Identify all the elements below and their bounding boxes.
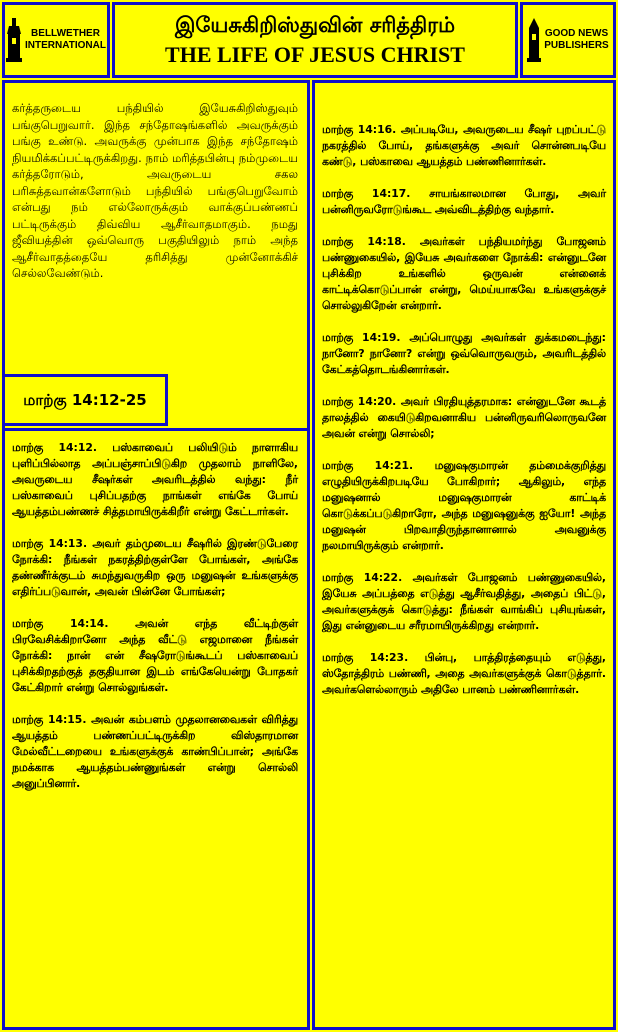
left-logo-line1: BELLWETHER xyxy=(31,28,100,39)
verse-14-22: மாற்கு 14:22. அவர்கள் போஜனம் பண்ணுகையில், இயேசு அப்பத்தை எடுத்து ஆசீர்வதித்து, அதைப் பிட்டு, அவர்களுக்குக் கொடுத்து: நீங்கள் வாங்கிப் புசியுங்கள், இது என்னுடைய சரீரமாயிருக்கிறது என்றார். xyxy=(322,571,606,632)
good-news-logo xyxy=(520,2,616,78)
verse-14-20: மாற்கு 14:20. அவர் பிரதியுத்தரமாக: என்னுடனே கூடத் தாலத்தில் கையிடுகிறவனாகிய பன்னிருவரிலொருவனே அவன் என்று சொல்லி; xyxy=(322,395,606,440)
scripture-reference: மாற்கு 14:12-25 xyxy=(23,391,147,409)
verse-14-15: மாற்கு 14:15. அவன் கம்பளம் முதலானவைகள் விரித்து ஆயத்தம் பண்ணப்பட்டிருக்கிற விஸ்தாரமான மேல்வீட்டறையை உங்களுக்குக் காண்பிப்பான்; அங்கே நமக்காக ஆயத்தம்பண்ணுங்கள் என்று சொல்லி அனுப்பினார். xyxy=(12,713,298,790)
verse-14-16: மாற்கு 14:16. அப்படியே, அவருடைய சீஷர் புறப்பட்டு நகரத்தில் போய், தங்களுக்கு அவர் சொன்னபடியே கண்டு, பஸ்காவை ஆயத்தம் பண்ணினார்கள். xyxy=(322,123,606,168)
verse-14-19: மாற்கு 14:19. அப்பொழுது அவர்கள் துக்கமடைந்து: நானோ? நானோ? என்று ஒவ்வொருவரும், அவரிடத்தில் கேட்கத்தொடங்கினார்கள். xyxy=(322,331,606,376)
verse-14-21: மாற்கு 14:21. மனுஷகுமாரன் தம்மைக்குறித்து எழுதியிருக்கிறபடியே போகிறார்; ஆகிலும், எந்த மனுஷனால் மனுஷகுமாரன் காட்டிக் கொடுக்கப்படுகிறாரோ, அந்த மனுஷனுக்கு ஐயோ! அந்த மனுஷன் பிறவாதிருந்தானானால் அவனுக்கு நலமாயிருக்கும் என்றார். xyxy=(322,459,606,552)
intro-paragraph: கர்த்தருடைய பந்தியில் இயேசுகிறிஸ்துவும் பங்குபெறுவார். இந்த சந்தோஷங்களில் அவருக்கும் பங்கு உண்டு. அவருக்கு முன்பாக இந்த சந்தோஷம் நியமிக்கப்பட்டிருக்கிறது. நாம் மரித்தபின்பு நம்முடைய கர்த்தரோடும், அவருடைய சகல பரிசுத்தவான்களோடும் பந்தியில் பங்குபெறுவோம் என்பது நம் எல்லோருக்கும் வாக்குப்பண்ணப் பட்டிருக்கும் திவ்விய ஆசீர்வாதமாகும். நமது ஜீவியத்தின் ஒவ்வொரு பகுதியிலும் நாம் அந்த ஆசீர்வாதத்தையே தரிசித்து முன்னோக்கிச் செல்லவேண்டும். xyxy=(12,101,298,280)
verse-14-13: மாற்கு 14:13. அவர் தம்முடைய சீஷரில் இரண்டுபேரை நோக்கி: நீங்கள் நகரத்திற்குள்ளே போங்கள், அங்கே தண்ணீர்க்குடம் சுமந்துவருகிற ஒரு மனுஷன் உங்களுக்கு எதிர்ப்படுவான், அவன் பின்னே போங்கள்; xyxy=(12,537,298,598)
tower-icon xyxy=(527,18,541,62)
bell-tower-icon xyxy=(6,18,22,62)
right-logo-line1: GOOD NEWS xyxy=(544,28,609,39)
title-banner xyxy=(112,2,518,78)
bellwether-logo xyxy=(2,2,110,78)
verse-14-14: மாற்கு 14:14. அவன் எந்த வீட்டிற்குள் பிரவேசிக்கிறானோ அந்த வீட்டு எஜமானை நீங்கள் நோக்கி: நான் என் சீஷரோடுங்கூடப் பஸ்காவைப் புசிக்கிறதற்குத் தகுதியான இடம் எங்கேயென்று போதகர் கேட்கிறார் என்று சொல்லுங்கள். xyxy=(12,617,298,694)
verse-14-17: மாற்கு 14:17. சாயங்காலமான போது, அவர் பன்னிருவரோடுங்கூட அவ்விடத்திற்கு வந்தார். xyxy=(322,187,606,216)
left-logo-line2: INTERNATIONAL xyxy=(25,40,106,51)
divider xyxy=(2,428,310,431)
title-english: THE LIFE OF JESUS CHRIST xyxy=(165,42,465,67)
right-verse-list xyxy=(322,122,606,714)
verse-14-12: மாற்கு 14:12. பஸ்காவைப் பலியிடும் நாளாகிய புளிப்பில்லாத அப்பஞ்சாப்பிடுகிற முதலாம் நாளிலே, அவருடைய சீஷர்கள் அவரிடத்தில் வந்து: நீர் பஸ்காவைப் புசிப்பதற்கு நாங்கள் எங்கே போய் ஆயத்தம்பண்ணச் சித்தமாயிருக்கிறீர் என்று கேட்டார்கள். xyxy=(12,441,298,518)
scripture-reference-box xyxy=(2,374,168,426)
left-verse-list xyxy=(12,440,298,808)
title-tamil: இயேசுகிறிஸ்துவின் சரித்திரம் xyxy=(174,13,456,37)
verse-14-23: மாற்கு 14:23. பின்பு, பாத்திரத்தையும் எடுத்து, ஸ்தோத்திரம் பண்ணி, அதை அவர்களுக்குக் கொடுத்தார். அவர்களெல்லாரும் அதிலே பானம் பண்ணினார்கள். xyxy=(322,651,606,696)
right-logo-line2: PUBLISHERS xyxy=(544,40,609,51)
verse-14-18: மாற்கு 14:18. அவர்கள் பந்தியமர்ந்து போஜனம் பண்ணுகையில், இயேசு அவர்களை நோக்கி: என்னுடனே புசிக்கிற உங்களில் ஒருவன் என்னைக் காட்டிக்கொடுப்பான் என்று, மெய்யாகவே உங்களுக்குச் சொல்லுகிறேன் என்றார். xyxy=(322,235,606,312)
